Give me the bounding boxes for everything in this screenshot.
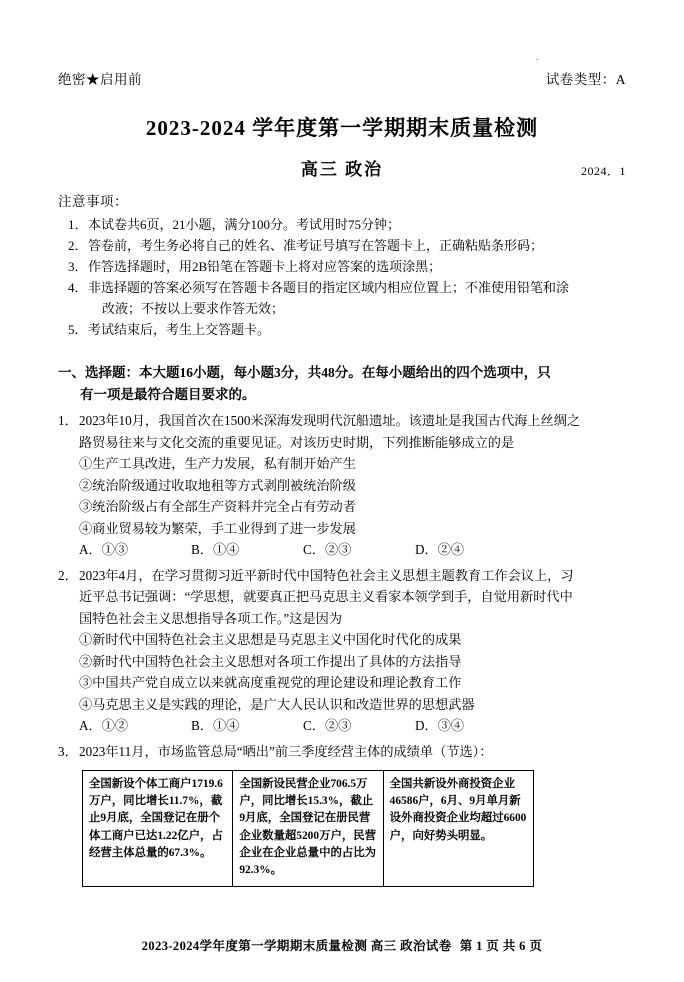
question-stem-line: 路贸易往来与文化交流的重要见证。对该历史时期，下列推断能够成立的是 [79, 434, 515, 450]
notice-item [58, 214, 626, 235]
answer-choice-a: A．①③ [79, 542, 129, 558]
question-option: ④商业贸易较为繁荣，手工业得到了进一步发展 [79, 520, 356, 536]
question-3 [58, 741, 626, 763]
section-desc: 本大题16小题，每小题3分，共48分。在每小题给出的四个选项中，只 [139, 365, 551, 381]
notice-item [58, 319, 626, 340]
answer-choices [79, 715, 626, 737]
table-row [83, 771, 534, 887]
page-corner-mark: . [536, 52, 539, 62]
question-number: 1． [58, 413, 78, 428]
subtitle-row [58, 155, 626, 180]
notice-item [58, 277, 626, 319]
answer-choice-d: D．③④ [415, 718, 465, 734]
notice-item-text: 本试卷共6页，21小题，满分100分。考试用时75分钟； [88, 217, 401, 232]
notice-item [58, 256, 626, 277]
section-label: 一、选择题： [58, 365, 139, 381]
question-option: ③统治阶级占有全部生产资料并完全占有劳动者 [79, 499, 356, 515]
notice-item-number: 1． [68, 217, 88, 232]
footer-page-number: 第 1 页 共 6 页 [459, 939, 543, 953]
notice-item-text: 考试结束后，考生上交答题卡。 [88, 322, 271, 338]
question-stem-line: 2023年4月，在学习贯彻习近平新时代中国特色社会主义思想主题教育工作会议上，习 [79, 567, 574, 583]
table-cell-private-enterprises: 全国新设民营企业706.5万户，同比增长15.3%，截止9月底，全国登记在册民营企业数量超5200万户，民营企业在企业总量中的占比为92.3%。 [233, 771, 383, 887]
notice-title: 注意事项： [58, 194, 128, 209]
answer-choice-a: A．①② [79, 718, 129, 734]
page-footer [0, 936, 684, 954]
question-stem-line: 2023年10月，我国首次在1500米深海发现明代沉船遗址。该遗址是我国古代海上丝绸之 [79, 413, 581, 428]
page-title: 2023-2024 学年度第一学期期末质量检测 [145, 116, 539, 140]
answer-choice-c: C．②③ [303, 542, 352, 558]
stat-table-wrapper [82, 770, 534, 887]
table-cell-foreign-enterprises: 全国共新设外商投资企业46586户，6月、9月单月新设外商投资企业均超过6600户，向好势头明显。 [383, 771, 533, 887]
paper-type-label: 试卷类型：A [545, 72, 626, 87]
notice-item-text: 作答选择题时，用2B铅笔在答题卡上将对应答案的选项涂黑； [88, 259, 442, 275]
question-number: 2． [58, 567, 78, 583]
question-option: ③中国共产党自成立以来就高度重视党的理论建设和理论教育工作 [79, 675, 462, 691]
question-stem-line: 2023年11月，市场监管总局“晒出”前三季度经营主体的成绩单（节选）： [79, 743, 493, 759]
section-heading [58, 362, 626, 406]
subject-title: 高三 政治 [300, 160, 384, 179]
question-stem-line: 国特色社会主义思想指导各项工作。”这是因为 [79, 610, 343, 626]
notice-item [58, 235, 626, 256]
answer-choice-b: B．①④ [191, 542, 240, 558]
question-number: 3． [58, 743, 78, 759]
question-2 [58, 565, 626, 737]
question-1 [58, 410, 626, 561]
page-header [58, 0, 626, 88]
secret-label: 绝密★启用前 [58, 72, 142, 87]
question-option: ②新时代中国特色社会主义思想对各项工作提出了具体的方法指导 [79, 653, 462, 669]
notice-item-number: 3． [68, 259, 88, 275]
section-desc-cont: 有一项是最符合题目要求的。 [80, 387, 256, 403]
exam-date: 2024．1 [580, 164, 626, 178]
notice-item-number: 2． [68, 238, 88, 254]
notice-item-number: 5． [68, 322, 88, 338]
answer-choice-b: B．①④ [191, 718, 240, 734]
notice-item-text: 非选择题的答案必须写在答题卡各题目的指定区域内相应位置上；不准使用铅笔和涂 [88, 280, 570, 296]
notice-item-text: 答卷前，考生务必将自己的姓名、准考证号填写在答题卡上，正确粘贴条形码； [88, 238, 544, 254]
notice-item-number: 4． [68, 280, 88, 296]
question-stem-line: 近平总书记强调：“学思想，就要真正把马克思主义看家本领学到手，自觉用新时代中 [79, 589, 573, 605]
notice-list [58, 214, 626, 340]
notice-item-text-cont: 改液；不按以上要求作答无效； [102, 301, 285, 317]
question-option: ①新时代中国特色社会主义思想是马克思主义中国化时代化的成果 [79, 632, 462, 648]
answer-choice-d: D．②④ [415, 542, 465, 558]
question-option: ②统治阶级通过收取地租等方式剥削被统治阶级 [79, 477, 356, 493]
stat-table [82, 770, 534, 887]
answer-choice-c: C．②③ [303, 718, 352, 734]
footer-text: 2023-2024学年度第一学期期末质量检测 高三 政治试卷 [141, 939, 452, 953]
question-option: ①生产工具改进，生产力发展，私有制开始产生 [79, 456, 356, 472]
table-cell-individual-businesses: 全国新设个体工商户1719.6万户，同比增长11.7%，截止9月底，全国登记在册个体工商户已达1.22亿户，占经营主体总量的67.3%。 [83, 771, 233, 887]
answer-choices [79, 539, 626, 561]
question-option: ④马克思主义是实践的理论，是广大人民认识和改造世界的思想武器 [79, 696, 475, 712]
